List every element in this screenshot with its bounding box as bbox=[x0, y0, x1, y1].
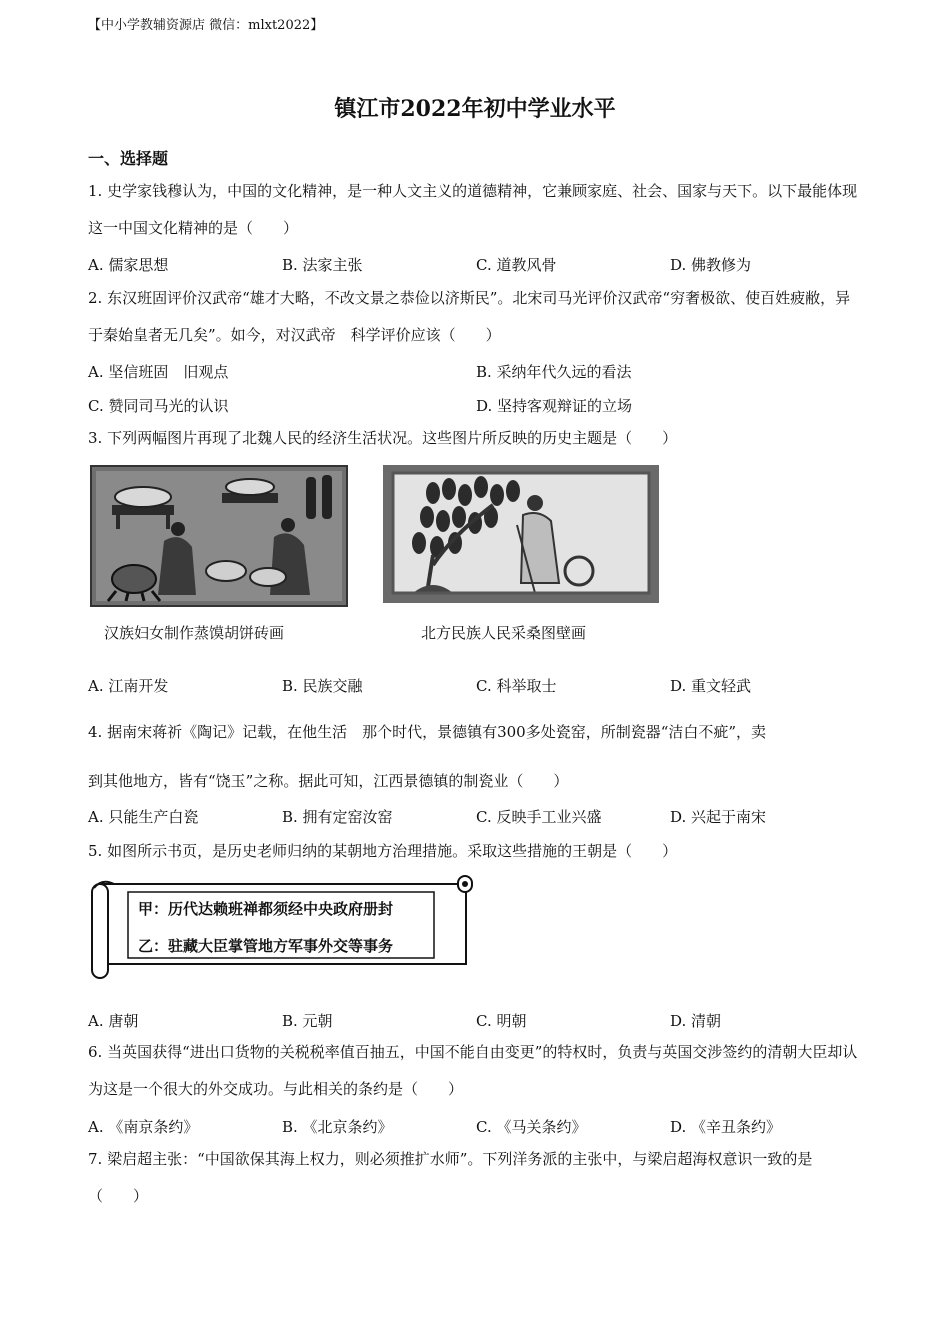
question-2-stem: 2. 东汉班固评价汉武帝“雄才大略，不改文景之恭俭以济斯民”。北宋司马光评价汉武帝“穷奢极欲、使百姓疲敝，异于秦始皇者无几矣”。如今，对汉武帝 科学评价应该（ ） bbox=[88, 289, 851, 344]
question-5-option-a: A. 唐朝 bbox=[88, 1012, 139, 1030]
question-5-option-b: B. 元朝 bbox=[282, 1012, 333, 1030]
question-3-option-b: B. 民族交融 bbox=[282, 677, 363, 695]
scroll-line-1: 甲：历代达赖班禅都须经中央政府册封 bbox=[138, 900, 394, 918]
question-3-option-a: A. 江南开发 bbox=[88, 677, 169, 695]
question-3-option-d: D. 重文轻武 bbox=[670, 677, 752, 695]
scroll-page-image bbox=[88, 872, 476, 980]
page-title: 镇江市2022年初中学业水平 bbox=[334, 96, 616, 122]
question-6-option-c: C. 《马关条约》 bbox=[476, 1118, 587, 1136]
question-2-option-c: C. 赞同司马光的认识 bbox=[88, 397, 229, 415]
watermark: 【中小学教辅资源店 微信：mlxt2022】 bbox=[88, 18, 324, 33]
question-2-option-b: B. 采纳年代久远的看法 bbox=[476, 363, 632, 381]
question-4-option-b: B. 拥有定窑汝窑 bbox=[282, 808, 393, 826]
question-6-option-b: B. 《北京条约》 bbox=[282, 1118, 393, 1136]
caption-brick-painting: 汉族妇女制作蒸馍胡饼砖画 bbox=[104, 624, 285, 642]
question-2-option-a: A. 坚信班固 旧观点 bbox=[88, 363, 229, 381]
scroll-line-2: 乙：驻藏大臣掌管地方军事外交等事务 bbox=[138, 937, 394, 955]
question-6-option-a: A. 《南京条约》 bbox=[88, 1118, 199, 1136]
question-6-stem: 6. 当英国获得“进出口货物的关税税率值百抽五，中国不能自由变更”的特权时，负责与英国交涉签约的清朝大臣却认为这是一个很大的外交成功。与此相关的条约是（ ） bbox=[88, 1043, 858, 1098]
question-1-option-d: D. 佛教修为 bbox=[670, 256, 752, 274]
brick-painting-image bbox=[90, 465, 348, 607]
question-3-stem: 3. 下列两幅图片再现了北魏人民的经济生活状况。这些图片所反映的历史主题是（ ） bbox=[88, 429, 678, 447]
question-5-option-d: D. 清朝 bbox=[670, 1012, 722, 1030]
question-4-stem-line-1: 4. 据南宋蒋祈《陶记》记载，在他生活 那个时代，景德镇有300多处瓷窑，所制瓷器“洁白不疵”，卖 bbox=[88, 723, 767, 741]
question-1-option-a: A. 儒家思想 bbox=[88, 256, 169, 274]
section-heading: 一、选择题 bbox=[88, 149, 169, 168]
question-5-option-c: C. 明朝 bbox=[476, 1012, 527, 1030]
question-5-stem: 5. 如图所示书页，是历史老师归纳的某朝地方治理措施。采取这些措施的王朝是（ ） bbox=[88, 842, 678, 860]
question-1-option-b: B. 法家主张 bbox=[282, 256, 363, 274]
question-1-stem: 1. 史学家钱穆认为，中国的文化精神，是一种人文主义的道德精神，它兼顾家庭、社会、国家与天下。以下最能体现这一中国文化精神的是（ ） bbox=[88, 182, 858, 237]
question-4-stem-line-2: 到其他地方，皆有“饶玉”之称。据此可知，江西景德镇的制瓷业（ ） bbox=[88, 772, 569, 790]
question-4-option-a: A. 只能生产白瓷 bbox=[88, 808, 199, 826]
caption-mulberry-mural: 北方民族人民采桑图壁画 bbox=[421, 624, 587, 642]
question-3-option-c: C. 科举取士 bbox=[476, 677, 557, 695]
question-6-option-d: D. 《辛丑条约》 bbox=[670, 1118, 782, 1136]
question-1-option-c: C. 道教风骨 bbox=[476, 256, 557, 274]
mulberry-mural-image bbox=[383, 465, 659, 603]
question-7-stem: 7. 梁启超主张：“中国欲保其海上权力，则必须推扩水师”。下列洋务派的主张中，与梁启超海权意识一致的是（ ） bbox=[88, 1150, 813, 1205]
question-2-option-d: D. 坚持客观辩证的立场 bbox=[476, 397, 633, 415]
question-4-option-d: D. 兴起于南宋 bbox=[670, 808, 767, 826]
question-4-option-c: C. 反映手工业兴盛 bbox=[476, 808, 602, 826]
